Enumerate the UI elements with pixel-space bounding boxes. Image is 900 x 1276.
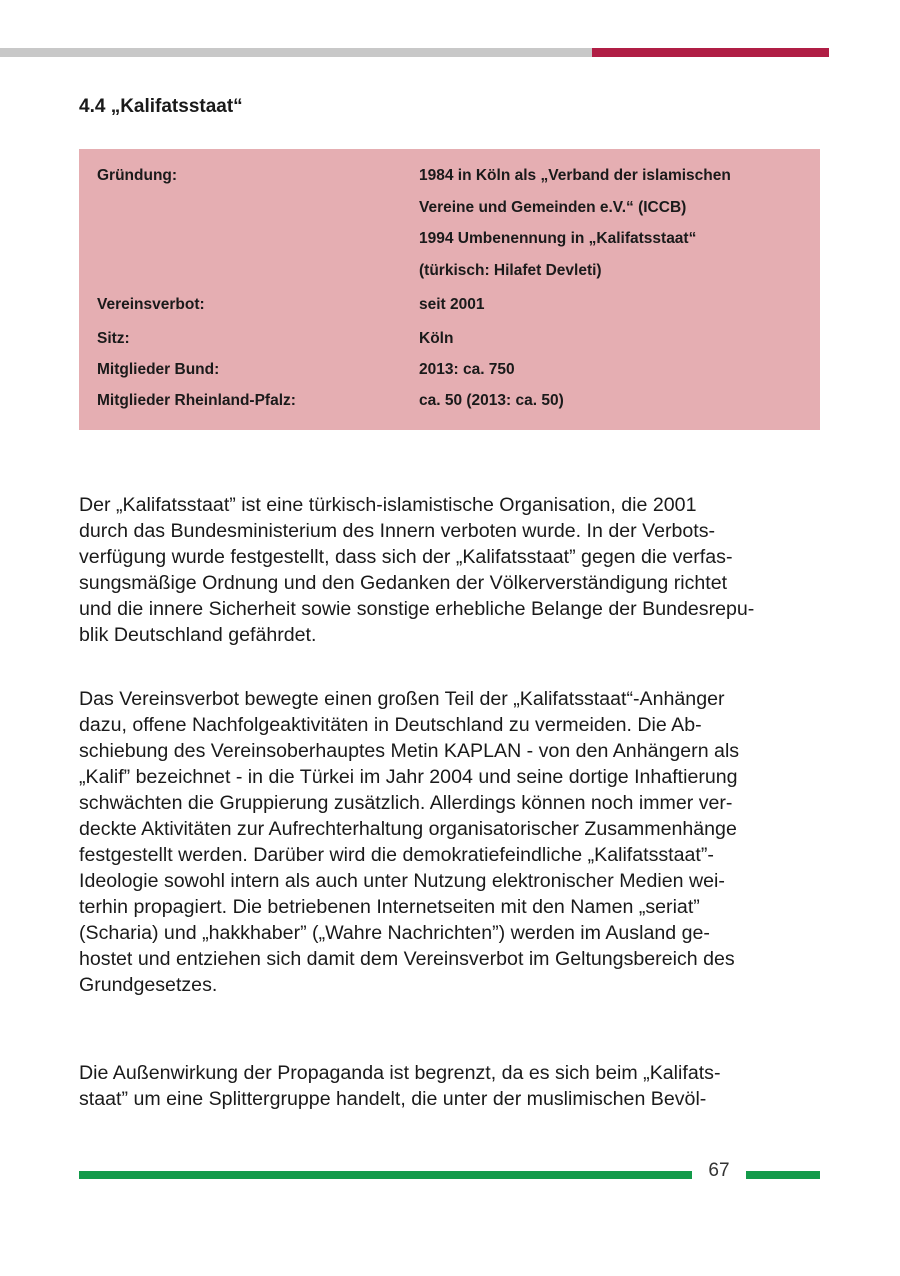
text-line: Der „Kalifatsstaat” ist eine türkisch-islamistische Organisation, die 2001 <box>79 494 697 516</box>
header-rule-accent <box>592 48 829 57</box>
footer-rule-right <box>746 1171 820 1179</box>
text-line: sungsmäßige Ordnung und den Gedanken der Völkerverständigung richtet <box>79 572 728 594</box>
text-line: (Scharia) und „hakkhaber” („Wahre Nachrichten”) werden im Ausland ge- <box>79 922 710 944</box>
fact-box <box>79 149 820 430</box>
fact-row-ban <box>97 289 802 320</box>
body-paragraph-2 <box>79 686 820 998</box>
fact-label: Mitglieder Bund: <box>97 361 220 378</box>
text-line: Die Außenwirkung der Propaganda ist begrenzt, da es sich beim „Kalifats- <box>79 1062 721 1084</box>
text-line: verfügung wurde festgestellt, dass sich der „Kalifatsstaat” gegen die verfas- <box>79 546 733 568</box>
body-paragraph-1 <box>79 492 820 648</box>
text-line: blik Deutschland gefährdet. <box>79 624 317 646</box>
fact-row-founding <box>97 160 802 286</box>
text-line: schwächten die Gruppierung zusätzlich. Allerdings können noch immer ver- <box>79 792 733 814</box>
fact-value: 2013: ca. 750 <box>419 361 515 378</box>
fact-value: 1994 Umbenennung in „Kalifatsstaat“ <box>419 230 697 247</box>
text-line: deckte Aktivitäten zur Aufrechterhaltung organisatorischer Zusammenhänge <box>79 818 737 840</box>
fact-value: Vereine und Gemeinden e.V.“ (ICCB) <box>419 198 687 216</box>
text-line: Das Vereinsverbot bewegte einen großen Teil der „Kalifatsstaat“-Anhänger <box>79 688 725 710</box>
text-line: festgestellt werden. Darüber wird die demokratiefeindliche „Kalifatsstaat”- <box>79 844 714 866</box>
fact-label: Sitz: <box>97 330 130 347</box>
text-line: Grundgesetzes. <box>79 974 218 996</box>
body-paragraph-3 <box>79 1060 820 1112</box>
text-line: „Kalif” bezeichnet - in die Türkei im Jahr 2004 und seine dortige Inhaftierung <box>79 766 738 788</box>
text-line: staat” um eine Splittergruppe handelt, die unter der muslimischen Bevöl- <box>79 1088 707 1110</box>
fact-row-members-federal <box>97 354 802 385</box>
fact-value: (türkisch: Hilafet Devleti) <box>419 261 602 279</box>
fact-value: Köln <box>419 330 454 347</box>
section-heading: 4.4 „Kalifatsstaat“ <box>79 96 243 117</box>
footer-rule-left <box>79 1171 692 1179</box>
text-line: dazu, offene Nachfolgeaktivitäten in Deutschland zu vermeiden. Die Ab- <box>79 714 702 736</box>
fact-label: Mitglieder Rheinland-Pfalz: <box>97 392 296 409</box>
fact-row-seat <box>97 323 802 354</box>
text-line: schiebung des Vereinsoberhauptes Metin KAPLAN - von den Anhängern als <box>79 740 740 762</box>
text-line: terhin propagiert. Die betriebenen Internetseiten mit den Namen „seriat” <box>79 896 700 918</box>
text-line: hostet und entziehen sich damit dem Vereinsverbot im Geltungsbereich des <box>79 948 735 970</box>
text-line: durch das Bundesministerium des Innern verboten wurde. In der Verbots- <box>79 520 716 542</box>
fact-value: 1984 in Köln als „Verband der islamischen <box>419 167 731 184</box>
text-line: und die innere Sicherheit sowie sonstige erhebliche Belange der Bundesrepu- <box>79 598 755 620</box>
page-number: 67 <box>708 1160 730 1181</box>
fact-label: Gründung: <box>97 167 178 184</box>
header-rule-grey <box>0 48 592 57</box>
fact-label: Vereinsverbot: <box>97 296 205 313</box>
text-line: Ideologie sowohl intern als auch unter Nutzung elektronischer Medien wei- <box>79 870 725 892</box>
fact-value: ca. 50 (2013: ca. 50) <box>419 392 564 409</box>
fact-row-members-state <box>97 385 802 416</box>
fact-value-group <box>419 160 802 286</box>
fact-value: seit 2001 <box>419 296 485 313</box>
